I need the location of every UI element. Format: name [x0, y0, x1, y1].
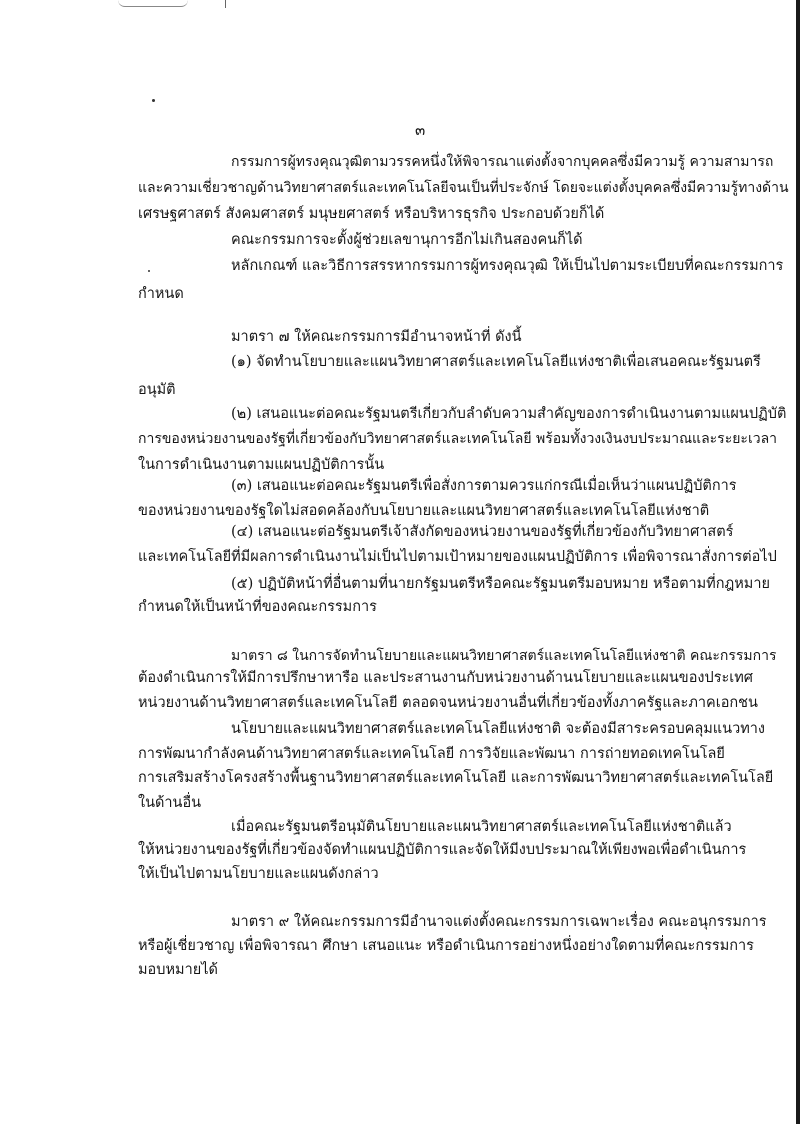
- scan-edge-right: [796, 0, 800, 1124]
- text-line: คณะกรรมการจะตั้งผู้ช่วยเลขานุการอีกไม่เกินสองคนก็ได้: [231, 232, 583, 248]
- section-heading: มาตรา ๘ ในการจัดทำนโยบายและแผนวิทยาศาสตร์และเทคโนโลยีแห่งชาติ คณะกรรมการ: [231, 648, 777, 664]
- page-number: ๓: [415, 121, 426, 139]
- text-line: เศรษฐศาสตร์ สังคมศาสตร์ มนุษยศาสตร์ หรือบริหารธุรกิจ ประกอบด้วยก็ได้: [138, 206, 605, 222]
- text-line: หลักเกณฑ์ และวิธีการสรรหากรรมการผู้ทรงคุณวุฒิ ให้เป็นไปตามระเบียบที่คณะกรรมการ: [231, 258, 784, 274]
- text-line: การพัฒนากำลังคนด้านวิทยาศาสตร์และเทคโนโลยี การวิจัยและพัฒนา การถ่ายทอดเทคโนโลยี: [138, 746, 725, 762]
- text-line: และความเชี่ยวชาญด้านวิทยาศาสตร์และเทคโนโลยีจนเป็นที่ประจักษ์ โดยจะแต่งตั้งบุคคลซึ่งมีความรู้ทางด้าน: [138, 180, 789, 196]
- list-item-4: (๔) เสนอแนะต่อรัฐมนตรีเจ้าสังกัดของหน่วยงานของรัฐที่เกี่ยวข้องกับวิทยาศาสตร์: [231, 524, 734, 540]
- text-line: ให้เป็นไปตามนโยบายและแผนดังกล่าว: [138, 866, 379, 882]
- scan-speck: [152, 99, 155, 102]
- text-line: ให้หน่วยงานของรัฐที่เกี่ยวข้องจัดทำแผนปฏิบัติการและจัดให้มีงบประมาณให้เพียงพอเพื่อดำเนินการ: [138, 842, 747, 858]
- text-line: เมื่อคณะรัฐมนตรีอนุมัตินโยบายและแผนวิทยาศาสตร์และเทคโนโลยีแห่งชาติแล้ว: [231, 819, 732, 835]
- text-line: ต้องดำเนินการให้มีการปรึกษาหารือ และประสานงานกับหน่วยงานด้านนโยบายและแผนของประเทศ: [138, 670, 753, 686]
- text-line: นโยบายและแผนวิทยาศาสตร์และเทคโนโลยีแห่งชาติ จะต้องมีสาระครอบคลุมแนวทาง: [231, 721, 765, 737]
- list-item-3: (๓) เสนอแนะต่อคณะรัฐมนตรีเพื่อสั่งการตามควรแก่กรณีเมื่อเห็นว่าแผนปฏิบัติการ: [231, 478, 737, 494]
- scan-artifact-tick: [225, 0, 226, 8]
- text-line: กำหนดให้เป็นหน้าที่ของคณะกรรมการ: [138, 599, 377, 615]
- list-item-5: (๕) ปฏิบัติหน้าที่อื่นตามที่นายกรัฐมนตรีหรือคณะรัฐมนตรีมอบหมาย หรือตามที่กฎหมาย: [231, 576, 771, 592]
- text-line: กำหนด: [138, 286, 184, 302]
- section-heading: มาตรา ๙ ให้คณะกรรมการมีอำนาจแต่งตั้งคณะกรรมการเฉพาะเรื่อง คณะอนุกรรมการ: [231, 914, 767, 930]
- text-line: ของหน่วยงานของรัฐใดไม่สอดคล้องกับนโยบายและแผนวิทยาศาสตร์และเทคโนโลยีแห่งชาติ: [138, 503, 710, 519]
- text-line: อนุมัติ: [138, 382, 176, 398]
- text-line: การของหน่วยงานของรัฐที่เกี่ยวข้องกับวิทยาศาสตร์และเทคโนโลยี พร้อมทั้งวงเงินงบประมาณและระยะเวลา: [138, 431, 778, 447]
- section-heading: มาตรา ๗ ให้คณะกรรมการมีอำนาจหน้าที่ ดังนี้: [231, 329, 522, 345]
- list-item-1: (๑) จัดทำนโยบายและแผนวิทยาศาสตร์และเทคโนโลยีแห่งชาติเพื่อเสนอคณะรัฐมนตรี: [231, 354, 761, 370]
- text-line: ในการดำเนินงานตามแผนปฏิบัติการนั้น: [138, 457, 385, 473]
- text-line: หน่วยงานด้านวิทยาศาสตร์และเทคโนโลยี ตลอดจนหน่วยงานอื่นที่เกี่ยวข้องทั้งภาครัฐและภาคเอกชน: [138, 695, 758, 711]
- text-line: กรรมการผู้ทรงคุณวุฒิตามวรรคหนึ่งให้พิจารณาแต่งตั้งจากบุคคลซึ่งมีความรู้ ความสามารถ: [231, 154, 774, 170]
- list-item-2: (๒) เสนอแนะต่อคณะรัฐมนตรีเกี่ยวกับลำดับความสำคัญของการดำเนินงานตามแผนปฏิบัติ: [231, 406, 787, 422]
- text-line: มอบหมายได้: [138, 962, 218, 978]
- text-line: และเทคโนโลยีที่มีผลการดำเนินงานไม่เป็นไปตามเป้าหมายของแผนปฏิบัติการ เพื่อพิจารณาสั่งการต่อไป: [138, 549, 777, 565]
- scan-artifact-top: [118, 0, 188, 7]
- text-line: การเสริมสร้างโครงสร้างพื้นฐานวิทยาศาสตร์และเทคโนโลยี และการพัฒนาวิทยาศาสตร์และเทคโนโลยี: [138, 770, 774, 786]
- scan-speck: [148, 270, 150, 272]
- text-line: หรือผู้เชี่ยวชาญ เพื่อพิจารณา ศึกษา เสนอแนะ หรือดำเนินการอย่างหนึ่งอย่างใดตามที่คณะกรรมการ: [138, 938, 754, 954]
- text-line: ในด้านอื่น: [138, 795, 202, 811]
